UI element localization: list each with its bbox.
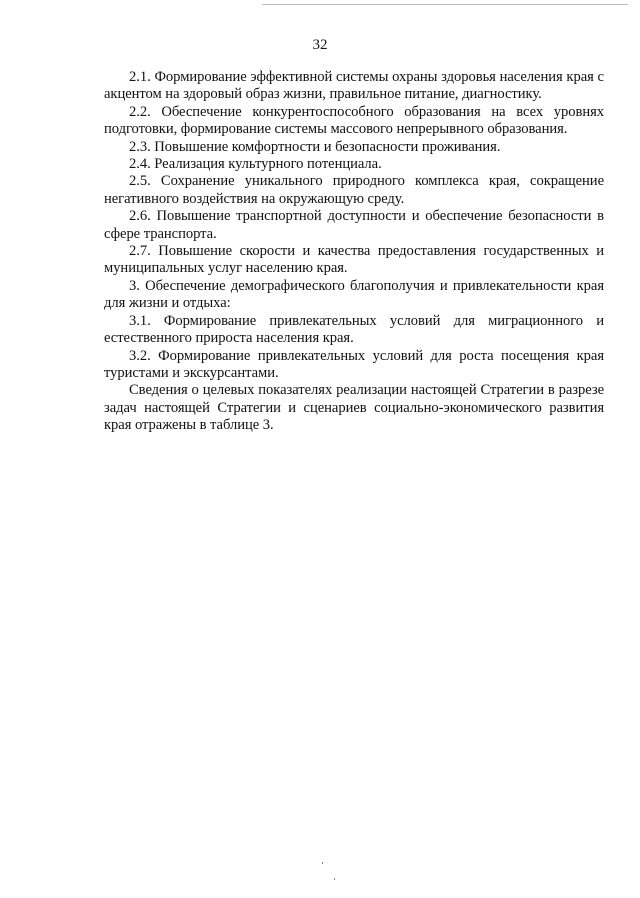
- paragraph-2-5: 2.5. Сохранение уникального природного комплекса края, сокращение негативного воздействия на окружающую среду.: [104, 173, 604, 207]
- scan-speck: [322, 862, 323, 864]
- paragraph-2-2: 2.2. Обеспечение конкурентоспособного образования на всех уровнях подготовки, формирование системы массового непрерывного образования.: [104, 103, 604, 138]
- scan-edge-line: [262, 4, 628, 5]
- scan-speck: [334, 878, 335, 880]
- paragraph-3: 3. Обеспечение демографического благополучия и привлекательности края для жизни и отдыха:: [104, 277, 604, 312]
- paragraph-3-2: 3.2. Формирование привлекательных условий для роста посещения края туристами и экскурсантами.: [104, 347, 604, 381]
- paragraph-2-3: 2.3. Повышение комфортности и безопасности проживания.: [129, 138, 501, 155]
- page-number: 32: [312, 37, 328, 53]
- paragraph-2-1: 2.1. Формирование эффективной системы охраны здоровья населения края с акцентом на здоровый образ жизни, правильное питание, диагностику.: [104, 69, 604, 103]
- document-body: [104, 69, 604, 435]
- paragraph-summary: Сведения о целевых показателях реализации настоящей Стратегии в разрезе задач настоящей Стратегии и сценариев социально-экономического развития края отражены в таблице 3.: [104, 382, 604, 434]
- paragraph-2-6: 2.6. Повышение транспортной доступности и обеспечение безопасности в сфере транспорта.: [104, 208, 604, 242]
- paragraph-2-7: 2.7. Повышение скорости и качества предоставления государственных и муниципальных услуг населению края.: [104, 243, 604, 277]
- paragraph-3-1: 3.1. Формирование привлекательных условий для миграционного и естественного прироста населения края.: [104, 312, 604, 347]
- paragraph-2-4: 2.4. Реализация культурного потенциала.: [129, 156, 382, 173]
